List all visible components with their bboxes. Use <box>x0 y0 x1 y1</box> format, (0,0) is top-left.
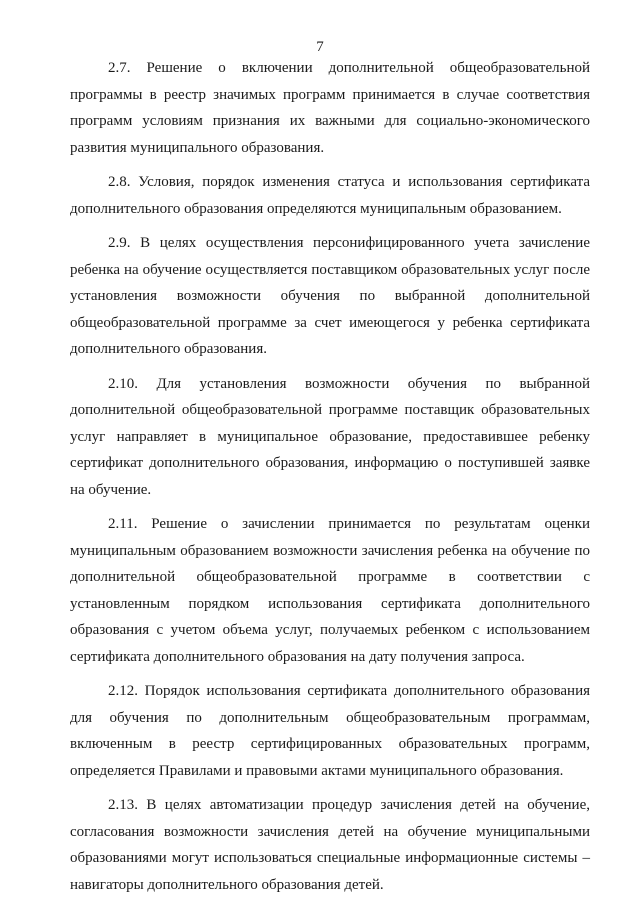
paragraph-2-8: 2.8. Условия, порядок изменения статуса и использования сертификата дополнительного образования определяются муниципальным образованием. <box>70 174 590 217</box>
paragraph-2-7: 2.7. Решение о включении дополнительной общеобразовательной программы в реестр значимых программ принимается в случае соответствия программ условиям признания их важными для социально-экономического развития муниципального образования. <box>70 60 590 156</box>
paragraph-2-12: 2.12. Порядок использования сертификата дополнительного образования для обучения по дополнительным общеобразовательным программам, включенным в реестр сертифицированных образовательных программ, определяется Правилами и правовыми актами муниципального образования. <box>70 683 590 779</box>
page-number: 7 <box>316 39 324 55</box>
paragraph-2-9: 2.9. В целях осуществления персонифицированного учета зачисление ребенка на обучение осуществляется поставщиком образовательных услуг после установления возможности обучения по выбранной дополнительной общеобразовательной программе за счет имеющегося у ребенка сертификата дополнительного образования. <box>70 235 590 357</box>
document-body <box>70 55 590 906</box>
paragraph-2-10: 2.10. Для установления возможности обучения по выбранной дополнительной общеобразовательной программе поставщик образовательных услуг направляет в муниципальное образование, предоставившее ребенку сертификат дополнительного образования, информацию о поступившей заявке на обучение. <box>70 375 590 498</box>
paragraph-2-11: 2.11. Решение о зачислении принимается по результатам оценки муниципальным образованием возможности зачисления ребенка на обучение по дополнительной общеобразовательной программе в соответствии с установленным порядком использования сертификата дополнительного образования с учетом объема услуг, получаемых ребенком с использованием сертификата дополнительного образования на дату получения запроса. <box>70 516 590 665</box>
paragraph-2-13: 2.13. В целях автоматизации процедур зачисления детей на обучение, согласования возможности зачисления детей на обучение муниципальными образованиями могут использоваться специальные информационные системы – навигаторы дополнительного образования детей. <box>70 797 590 893</box>
